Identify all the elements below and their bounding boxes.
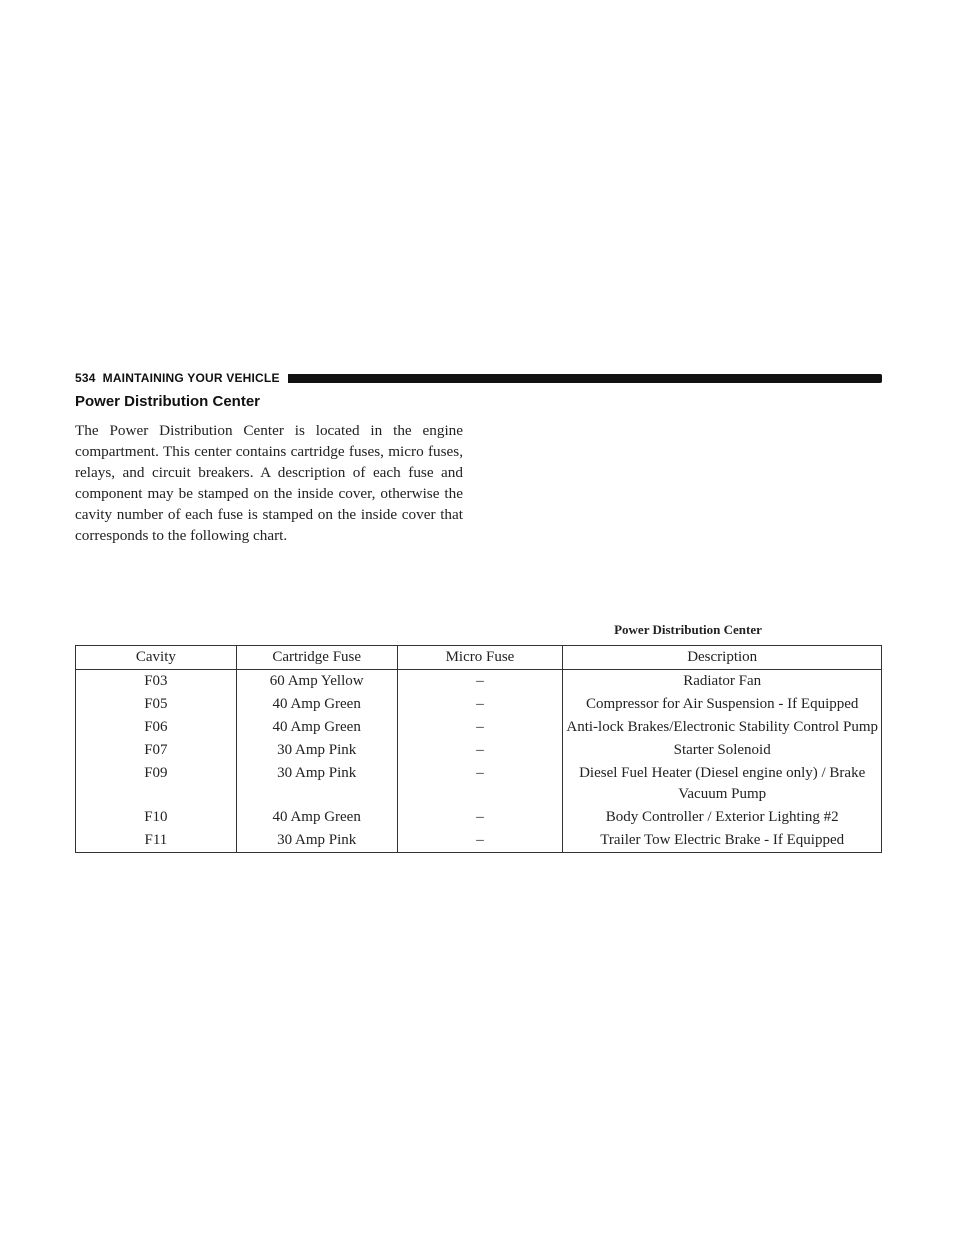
micro-fuse-cell: –	[397, 829, 563, 853]
cartridge-fuse-cell: 40 Amp Green	[236, 693, 397, 716]
cavity-cell: F06	[76, 716, 237, 739]
section-heading: Power Distribution Center	[75, 393, 261, 410]
description-cell: Trailer Tow Electric Brake - If Equipped	[563, 829, 882, 853]
micro-fuse-cell: –	[397, 670, 563, 694]
description-cell: Compressor for Air Suspension - If Equipped	[563, 693, 882, 716]
page-header	[75, 371, 882, 385]
column-header-micro-fuse: Micro Fuse	[397, 646, 563, 670]
column-header-description: Description	[563, 646, 882, 670]
cavity-cell: F07	[76, 739, 237, 762]
table-row	[76, 806, 882, 829]
fuse-table	[75, 645, 882, 853]
description-cell: Radiator Fan	[563, 670, 882, 694]
table-header-row	[76, 646, 882, 670]
cavity-cell: F03	[76, 670, 237, 694]
column-header-cartridge-fuse: Cartridge Fuse	[236, 646, 397, 670]
micro-fuse-cell: –	[397, 806, 563, 829]
table-row	[76, 829, 882, 853]
page-number: 534	[75, 371, 96, 385]
cavity-cell: F10	[76, 806, 237, 829]
intro-paragraph: The Power Distribution Center is located in the engine compartment. This center contains cartridge fuses, micro fuses, relays, and circuit breakers. A description of each fuse and component may be stamped on the inside cover, otherwise the cavity number of each fuse is stamped on the inside cover that corresponds to the following chart.	[75, 422, 463, 544]
cavity-cell: F09	[76, 762, 237, 806]
table-row	[76, 716, 882, 739]
cartridge-fuse-cell: 60 Amp Yellow	[236, 670, 397, 694]
description-cell: Starter Solenoid	[563, 739, 882, 762]
table-row	[76, 739, 882, 762]
table-caption: Power Distribution Center	[614, 622, 762, 637]
cartridge-fuse-cell: 40 Amp Green	[236, 806, 397, 829]
description-cell: Body Controller / Exterior Lighting #2	[563, 806, 882, 829]
micro-fuse-cell: –	[397, 739, 563, 762]
cartridge-fuse-cell: 30 Amp Pink	[236, 762, 397, 806]
cartridge-fuse-cell: 30 Amp Pink	[236, 829, 397, 853]
table-row	[76, 762, 882, 806]
micro-fuse-cell: –	[397, 762, 563, 806]
table-row	[76, 670, 882, 694]
description-cell: Diesel Fuel Heater (Diesel engine only) / Brake Vacuum Pump	[563, 762, 882, 806]
cavity-cell: F05	[76, 693, 237, 716]
table-row	[76, 693, 882, 716]
column-header-cavity: Cavity	[76, 646, 237, 670]
cartridge-fuse-cell: 30 Amp Pink	[236, 739, 397, 762]
cavity-cell: F11	[76, 829, 237, 853]
micro-fuse-cell: –	[397, 716, 563, 739]
section-title: MAINTAINING YOUR VEHICLE	[102, 371, 280, 385]
description-cell: Anti-lock Brakes/Electronic Stability Control Pump	[563, 716, 882, 739]
cartridge-fuse-cell: 40 Amp Green	[236, 716, 397, 739]
header-rule	[288, 374, 882, 383]
micro-fuse-cell: –	[397, 693, 563, 716]
